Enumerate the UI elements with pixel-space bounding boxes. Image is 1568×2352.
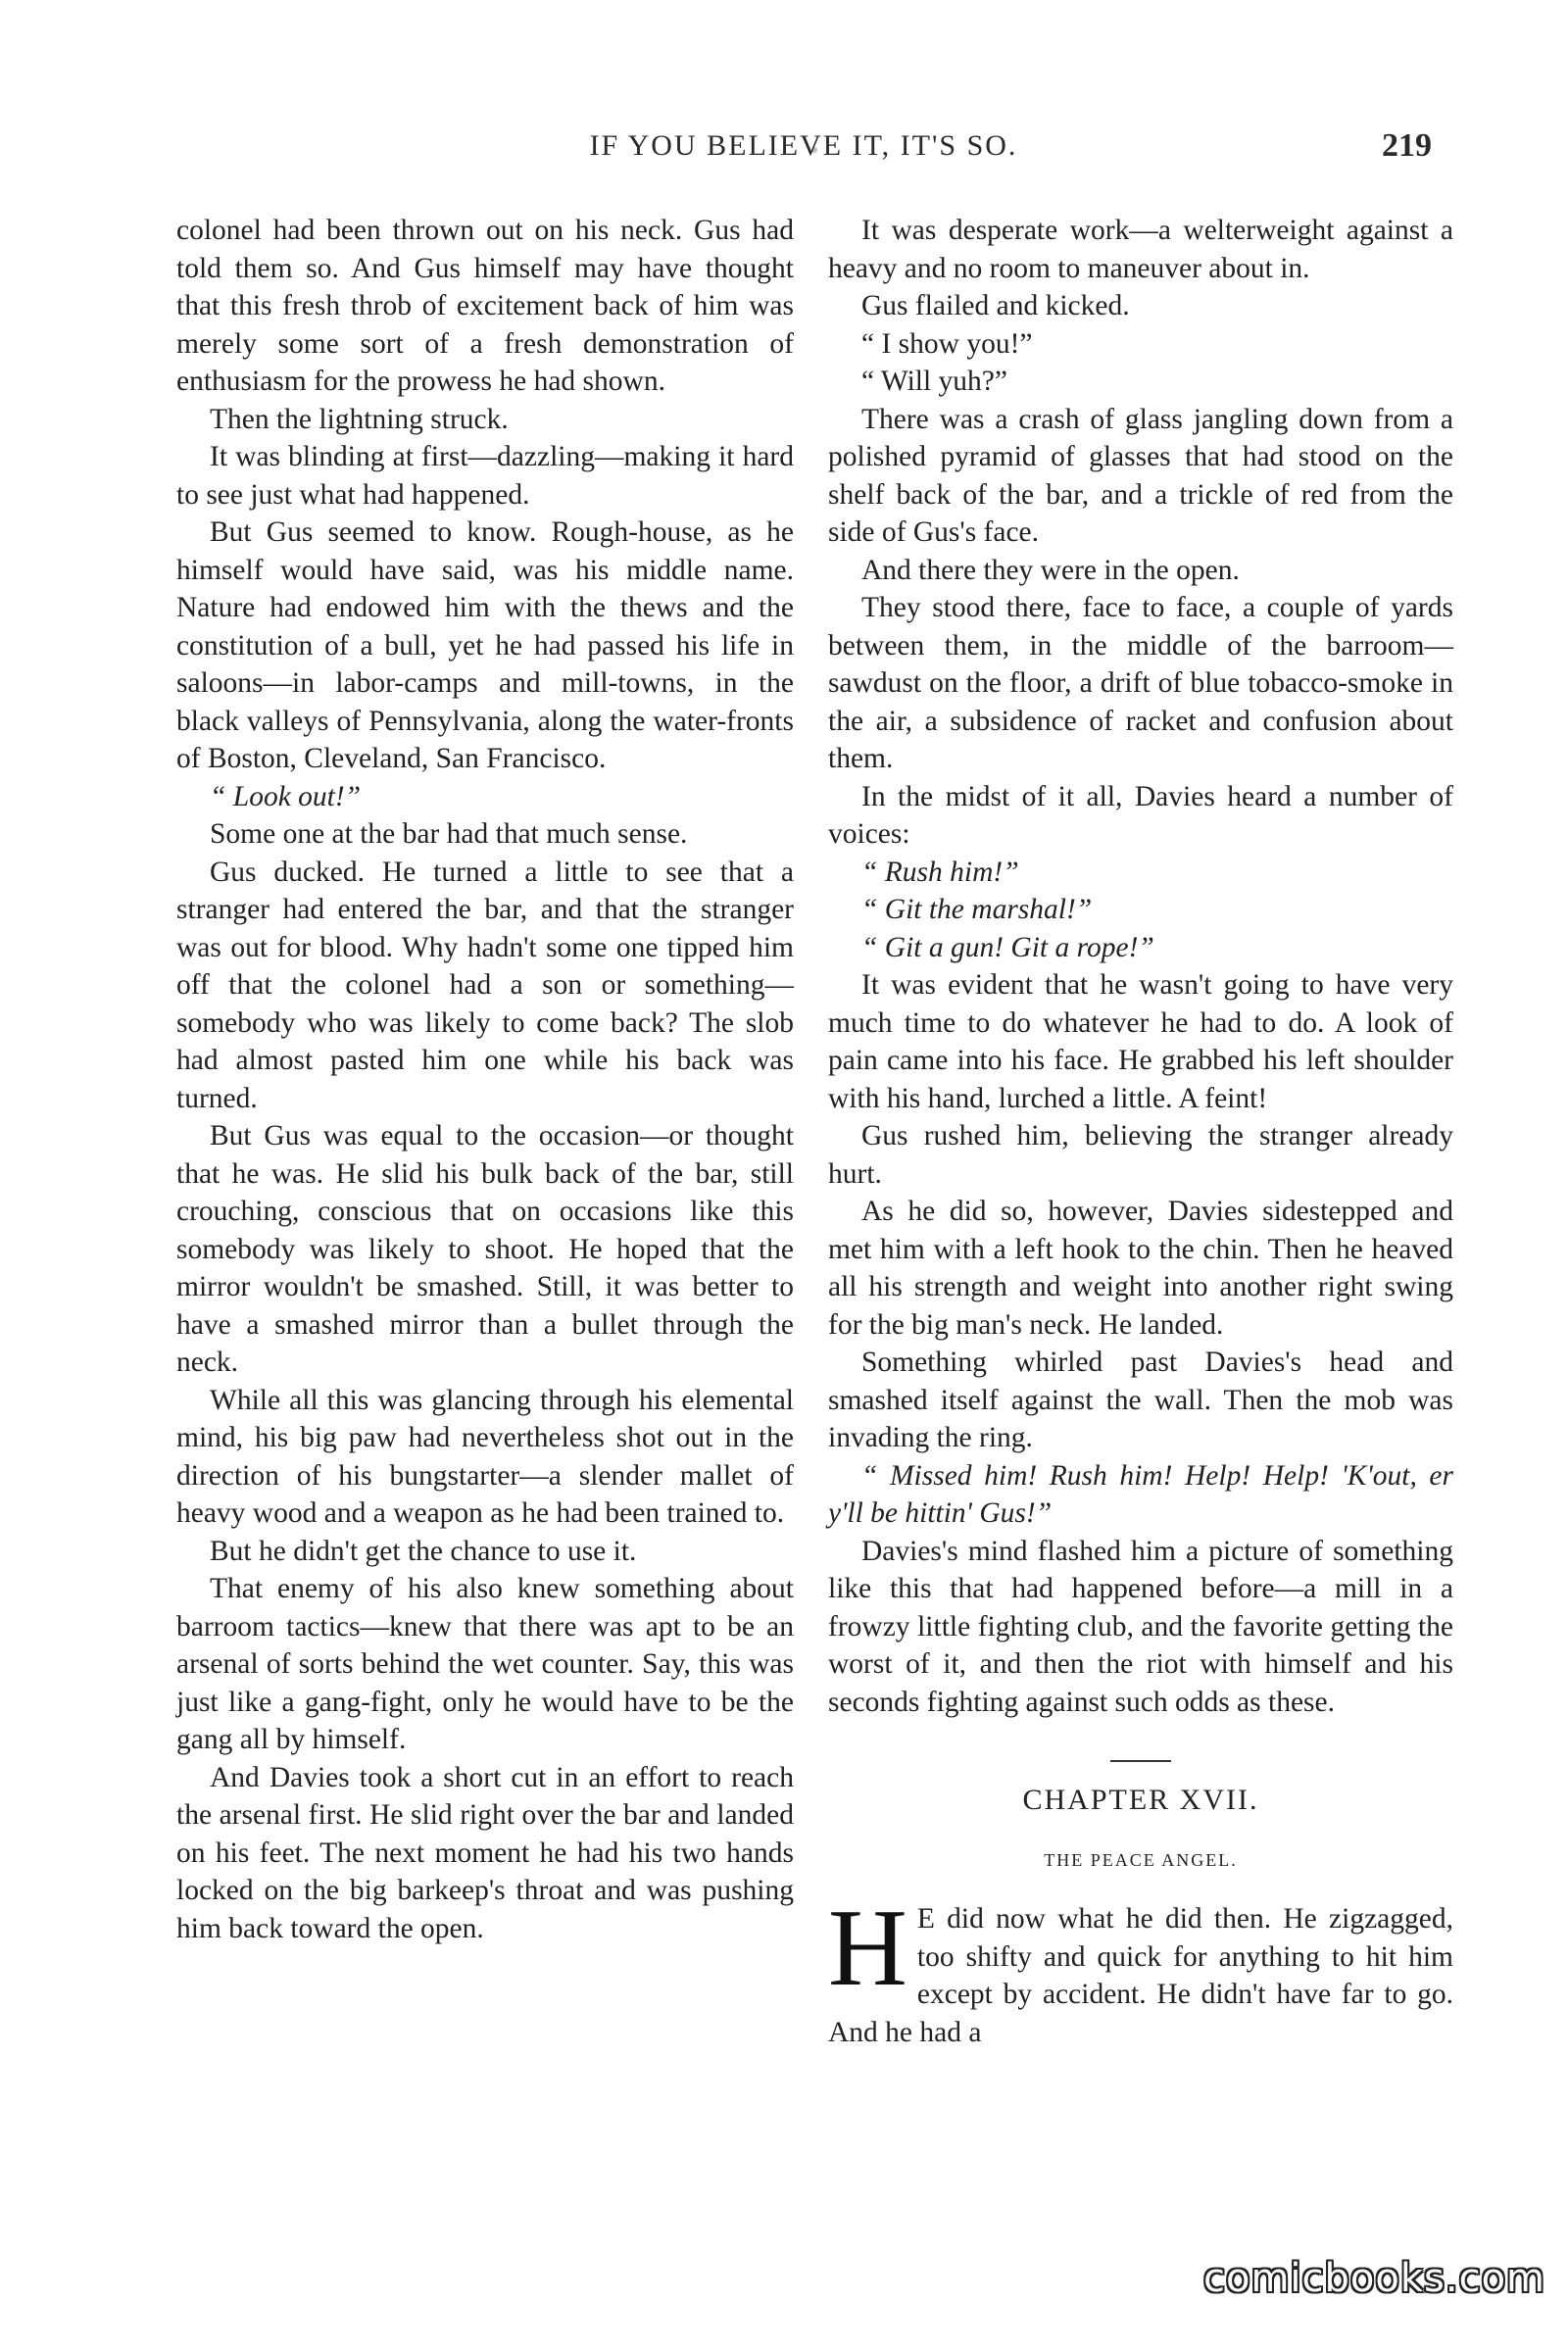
section-divider — [1110, 1760, 1171, 1762]
paragraph: But he didn't get the chance to use it. — [210, 1535, 637, 1567]
paragraph: In the midst of it all, Davies heard a number of voices: — [828, 780, 1453, 850]
paragraph: Something whirled past Davies's head and smashed itself against the wall. Then the mob was invading the ring. — [828, 1347, 1453, 1453]
paragraph: Gus ducked. He turned a little to see that a stranger had entered the bar, and that the stranger was out for blood. Why hadn't some one tipped him off that the colonel had a son or something—somebody who was likely to come back? The slob had almost pasted him one while his back was turned. — [176, 856, 794, 1114]
dialogue-line: “ Rush him!” — [861, 856, 1019, 888]
paragraph: It was blinding at first—dazzling—making it hard to see just what had happened. — [176, 441, 794, 511]
watermark-logo: comicbooks.com — [1203, 2256, 1546, 2301]
dialogue-line: “ Missed him! Rush him! Help! Help! 'K'out, er y'll be hittin' Gus!” — [828, 1459, 1453, 1529]
paragraph: And there they were in the open. — [861, 554, 1240, 586]
paragraph: And Davies took a short cut in an effort to reach the arsenal first. He slid right over the bar and landed on his feet. The next moment he had his two hands locked on the big barkeep's throat and was pushing him back toward the open. — [176, 1761, 794, 1944]
paragraph: It was evident that he wasn't going to have very much time to do whatever he had to do. A look of pain came into his face. He grabbed his left shoulder with his hand, lurched a little. A feint! — [828, 969, 1453, 1114]
paragraph: But Gus seemed to know. Rough-house, as he himself would have said, was his middle name. Nature had endowed him with the thews and the constitution of a bull, yet he had passed his life in saloons—in labor-camps and mill-towns, in the black valleys of Pennsylvania, along the water-fronts of Boston, Cleveland, San Francisco. — [176, 516, 794, 774]
chapter-title: CHAPTER XVII. — [1022, 1784, 1259, 1816]
paragraph: There was a crash of glass jangling down from a polished pyramid of glasses that had stood on the shelf back of the bar, and a trickle of red from the side of Gus's face. — [828, 403, 1453, 548]
paragraph: As he did so, however, Davies sidestepped and met him with a left hook to the chin. Then he heaved all his strength and weight into another right swing for the big man's neck. He landed. — [828, 1196, 1453, 1341]
left-column — [176, 212, 794, 1947]
dialogue-line: “ I show you!” — [861, 327, 1033, 360]
dialogue-line: “ Git the marshal!” — [861, 894, 1093, 925]
opening-text: E did now what he did then. He zigzagged, too shifty and quick for anything to hit him except by accident. He didn't have far to go. And he had a — [828, 1903, 1453, 2048]
paragraph: Then the lightning struck. — [210, 403, 509, 435]
paragraph: While all this was glancing through his elemental mind, his big paw had nevertheless shot out in the direction of his bungstarter—a slender mallet of heavy wood and a weapon as he had been trained to. — [176, 1384, 794, 1529]
paragraph: They stood there, face to face, a couple of yards between them, in the middle of the barroom—sawdust on the floor, a drift of blue tobacco-smoke in the air, a subsidence of racket and confusion about them. — [828, 592, 1453, 774]
paragraph: It was desperate work—a welterweight against a heavy and no room to maneuver about in. — [828, 215, 1453, 284]
dialogue-line: “ Git a gun! Git a rope!” — [861, 931, 1154, 963]
running-head: IF YOU BELIEVE IT, IT'S SO. — [589, 129, 1018, 162]
chapter-subtitle: THE PEACE ANGEL. — [1044, 1849, 1238, 1870]
right-column — [828, 212, 1453, 2051]
paragraph: Some one at the bar had that much sense. — [210, 818, 688, 850]
paragraph: Gus rushed him, believing the stranger already hurt. — [828, 1120, 1453, 1190]
paragraph: Davies's mind flashed him a picture of something like this that had happened before—a mill in a frowzy little fighting club, and the favorite getting the worst of it, and then the riot with himself and his seconds fighting against such odds as these. — [828, 1535, 1453, 1718]
dialogue-line: “ Look out!” — [210, 780, 362, 812]
page-number: 219 — [1382, 127, 1432, 164]
drop-cap: H — [828, 1887, 907, 2009]
paragraph: colonel had been thrown out on his neck. Gus had told them so. And Gus himself may have thought that this fresh throb of excitement back of him was merely some sort of a fresh demonstration of enthusiasm for the prowess he had shown. — [176, 215, 794, 397]
paragraph: But Gus was equal to the occasion—or thought that he was. He slid his bulk back of the bar, still crouching, conscious that on occasions like this somebody was likely to shoot. He hoped that the mirror wouldn't be smashed. Still, it was better to have a smashed mirror than a bullet through the neck. — [176, 1120, 794, 1378]
paragraph: Gus flailed and kicked. — [861, 290, 1130, 321]
paragraph: That enemy of his also knew something about barroom tactics—knew that there was apt to be an arsenal of sorts behind the wet counter. Say, this was just like a gang-fight, only he would have to be the gang all by himself. — [176, 1573, 794, 1755]
chapter-opening-paragraph — [828, 1887, 1453, 2051]
dialogue-line: “ Will yuh?” — [861, 366, 1007, 397]
